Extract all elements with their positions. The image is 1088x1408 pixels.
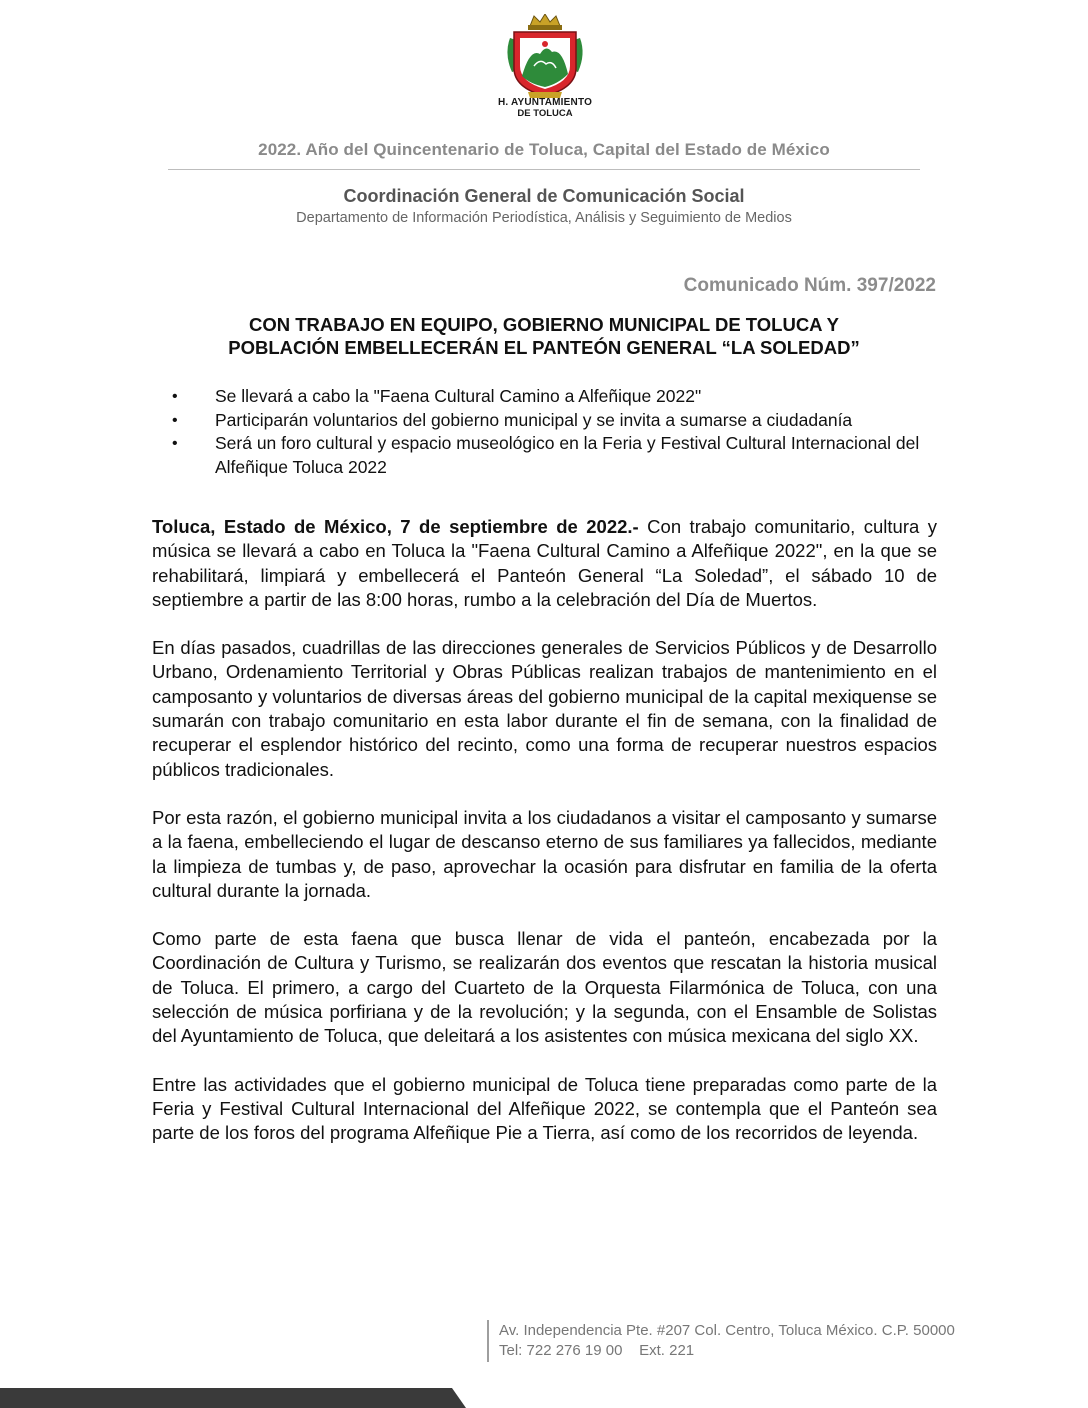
paragraph-5: Entre las actividades que el gobierno municipal de Toluca tiene preparadas como parte de la Feria y Festival Cultural Internacional del Alfeñique 2022, se contempla que el Panteón sea parte de los foros del programa Alfeñique Pie a Tierra, así como de los recorridos de leyenda. <box>152 1073 937 1144</box>
bullet-item: • Se llevará a cabo la "Faena Cultural Camino a Alfeñique 2022" <box>170 385 950 409</box>
paragraph-1-text: Con trabajo comunitario, cultura y música se llevará a cabo en Toluca la "Faena Cultural Camino a Alfeñique 2022", en la que se rehabilitará, limpiará y embellecerá el Panteón General “La Soledad”, el sábado 10 de septiembre a partir de las 8:00 horas, rumbo a la celebración del Día de Muertos. <box>152 516 937 610</box>
footer-divider <box>487 1320 489 1362</box>
footer-band <box>0 1384 1088 1408</box>
headline-line1: CON TRABAJO EN EQUIPO, GOBIERNO MUNICIPAL DE TOLUCA Y <box>249 314 839 335</box>
bulletin-number: Comunicado Núm. 397/2022 <box>683 275 936 296</box>
footer-address: Av. Independencia Pte. #207 Col. Centro, Toluca México. C.P. 50000 <box>499 1322 955 1339</box>
shield-icon <box>500 14 590 98</box>
year-banner: 2022. Año del Quincentenario de Toluca, Capital del Estado de México <box>258 140 830 159</box>
article-body <box>152 515 937 1170</box>
paragraph-2: En días pasados, cuadrillas de las direcciones generales de Servicios Públicos y de Desarrollo Urbano, Ordenamiento Territorial y Obras Públicas realizan trabajos de mantenimiento en el camposanto y voluntarios de diversas áreas del gobierno municipal de la capital mexiquense se sumarán con trabajo comunitario en esta labor durante el fin de semana, con la finalidad de recuperar el esplendor histórico del recinto, como una forma de recuperar nuestros espacios públicos tradicionales. <box>152 637 937 780</box>
headline-line2: POBLACIÓN EMBELLECERÁN EL PANTEÓN GENERAL “LA SOLEDAD” <box>228 337 860 358</box>
logo-caption-line1: H. AYUNTAMIENTO <box>497 97 593 108</box>
headline <box>150 313 938 359</box>
paragraph-4: Como parte de esta faena que busca llenar de vida el panteón, encabezada por la Coordinación de Cultura y Turismo, se realizarán dos eventos que rescatan la historia musical de Toluca. El primero, a cargo del Cuarteto de la Orquesta Filarmónica de Toluca, con una selección de música porfiriana y de la revolución; y la segunda, con el Ensamble de Solistas del Ayuntamiento de Toluca, que deleitará a los asistentes con música mexicana del siglo XX. <box>152 928 937 1047</box>
bullet-item: • Será un foro cultural y espacio museológico en la Feria y Festival Cultural Internacional del Alfeñique Toluca 2022 <box>170 432 950 479</box>
paragraph-3: Por esta razón, el gobierno municipal invita a los ciudadanos a visitar el camposanto y sumarse a la faena, embelleciendo el lugar de descanso eterno de sus familiares ya fallecidos, mediante la limpieza de tumbas y, de paso, aprovechar la ocasión para disfrutar en familia de la oferta cultural durante la jornada. <box>152 806 937 901</box>
header-divider <box>168 169 920 170</box>
bullet-item: • Participarán voluntarios del gobierno municipal y se invita a sumarse a ciudadanía <box>170 409 950 433</box>
department-subtitle: Departamento de Información Periodística, Análisis y Seguimiento de Medios <box>296 210 792 226</box>
coordination-title: Coordinación General de Comunicación Social <box>343 186 745 206</box>
footer-phone: Tel: 722 276 19 00 Ext. 221 <box>499 1342 695 1359</box>
summary-bullets <box>170 385 950 479</box>
logo-caption-line2: DE TOLUCA <box>517 108 573 119</box>
paragraph-1 <box>152 515 937 612</box>
dateline: Toluca, Estado de México, 7 de septiembre de 2022.- <box>152 516 639 537</box>
